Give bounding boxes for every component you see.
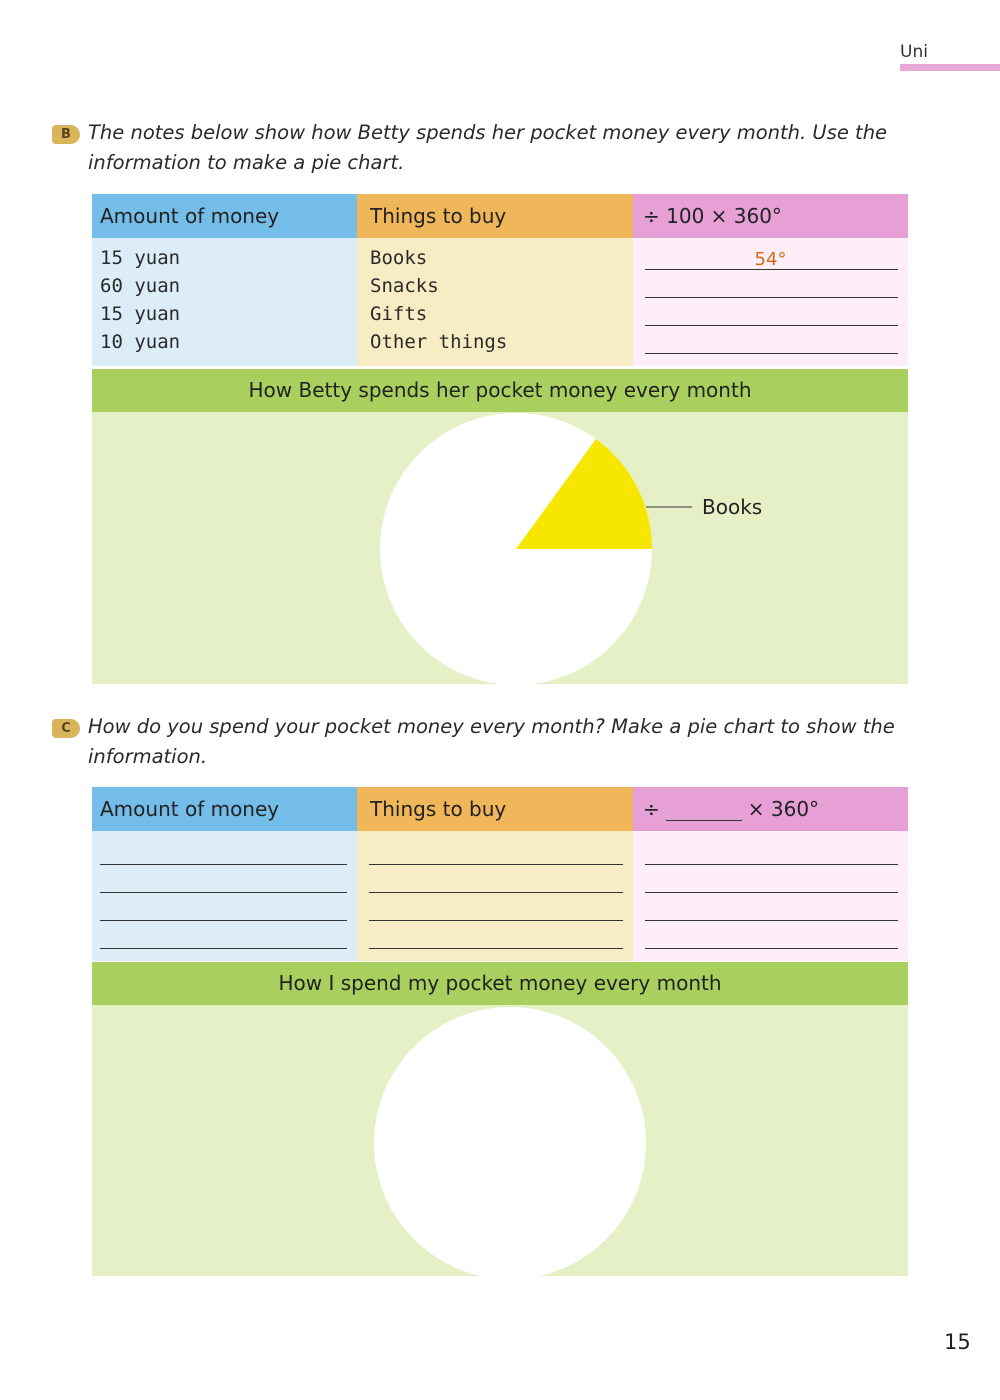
amount-header: Amount of money <box>92 194 357 238</box>
degrees-blank[interactable] <box>633 895 908 923</box>
degrees-answer: 54° <box>754 249 787 270</box>
pie-label-books: Books <box>702 495 763 519</box>
betty-chart-title: How Betty spends her pocket money every month <box>92 369 908 412</box>
section-c-instruction <box>52 712 912 772</box>
degrees-column <box>633 787 908 961</box>
amount-cell: 10 yuan <box>100 331 181 353</box>
betty-pie-chart <box>92 369 908 684</box>
divide-sign: ÷ <box>643 797 660 821</box>
thing-blank[interactable] <box>357 895 633 923</box>
degrees-column <box>633 194 908 366</box>
thing-blank[interactable] <box>357 839 633 867</box>
degrees-blank[interactable] <box>633 839 908 867</box>
section-c-instruction-text: How do you spend your pocket money every month? Make a pie chart to show the information. <box>88 715 895 768</box>
my-pie-chart[interactable] <box>92 962 908 1276</box>
my-chart-area <box>92 962 908 1276</box>
things-header: Things to buy <box>357 194 633 238</box>
things-column <box>357 787 633 961</box>
unit-tab: Uni <box>900 42 928 62</box>
amount-cell: 15 yuan <box>100 303 181 325</box>
amount-blank[interactable] <box>92 867 357 895</box>
degrees-blank[interactable] <box>633 867 908 895</box>
thing-cell: Books <box>370 247 428 269</box>
thing-blank[interactable] <box>357 867 633 895</box>
section-c-badge: C <box>52 719 80 738</box>
degrees-blank[interactable] <box>633 244 908 272</box>
divisor-blank[interactable] <box>666 800 742 821</box>
betty-chart-area <box>92 369 908 684</box>
section-b-badge: B <box>52 125 80 144</box>
thing-cell: Other things <box>370 331 508 353</box>
section-b-instruction-text: The notes below show how Betty spends her pocket money every month. Use the information to make a pie chart. <box>88 121 888 174</box>
thing-blank[interactable] <box>357 923 633 951</box>
unit-tab-bar <box>900 64 1000 71</box>
amount-column <box>92 194 357 366</box>
amount-cell: 15 yuan <box>100 247 181 269</box>
amount-cell: 60 yuan <box>100 275 181 297</box>
times-360: × 360° <box>747 797 820 821</box>
amount-blank[interactable] <box>92 923 357 951</box>
degrees-header <box>633 787 908 831</box>
amount-blank[interactable] <box>92 895 357 923</box>
degrees-blank[interactable] <box>633 300 908 328</box>
thing-cell: Snacks <box>370 275 439 297</box>
things-column <box>357 194 633 366</box>
amount-blank[interactable] <box>92 839 357 867</box>
page-number: 15 <box>944 1330 971 1354</box>
my-chart-title: How I spend my pocket money every month <box>92 962 908 1005</box>
thing-cell: Gifts <box>370 303 428 325</box>
amount-header: Amount of money <box>92 787 357 831</box>
my-table <box>92 787 908 961</box>
degrees-blank[interactable] <box>633 923 908 951</box>
degrees-header: ÷ 100 × 360° <box>633 194 908 238</box>
section-b-instruction <box>52 118 912 178</box>
degrees-blank[interactable] <box>633 272 908 300</box>
empty-pie-circle <box>374 1007 646 1276</box>
degrees-blank[interactable] <box>633 328 908 356</box>
amount-column <box>92 787 357 961</box>
things-header: Things to buy <box>357 787 633 831</box>
betty-table <box>92 194 908 366</box>
